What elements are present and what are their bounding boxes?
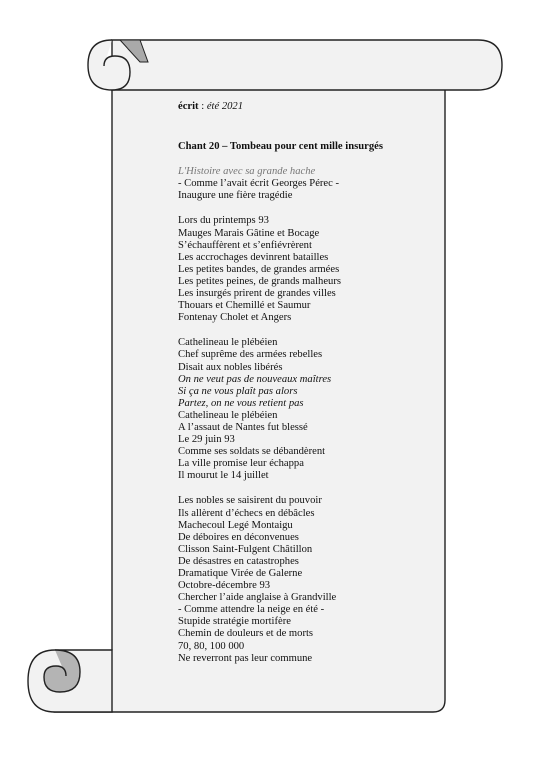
poem-line: Clisson Saint-Fulgent Châtillon [178, 543, 313, 555]
poem-line: Les insurgés prirent de grandes villes [178, 288, 336, 300]
stanza [178, 495, 428, 664]
poem-line: On ne veut pas de nouveaux maîtres [178, 373, 332, 385]
poem-line: Les petites bandes, de grandes armées [178, 263, 340, 275]
poem-line: Chemin de douleurs et de morts [178, 628, 314, 640]
poem-line: Cathelineau le plébéien [178, 337, 278, 349]
poem-line: Chercher l’aide anglaise à Grandville [178, 592, 337, 604]
written-label: écrit [178, 101, 199, 112]
poem-line: La ville promise leur échappa [178, 458, 304, 470]
written-date: été 2021 [206, 101, 244, 112]
poem-line: Thouars et Chemillé et Saumur [178, 300, 311, 312]
poem-line: Stupide stratégie mortifère [178, 616, 291, 628]
poem-line: Il mourut le 14 juillet [178, 470, 269, 482]
poem-line: S’échauffèrent et s’enfiévrèrent [178, 239, 312, 251]
poem-line: Partez, on ne vous retient pas [178, 397, 304, 409]
poem-line: Le 29 juin 93 [178, 434, 235, 446]
poem-line: Dramatique Virée de Galerne [178, 568, 303, 579]
poem-line: L'Histoire avec sa grande hache [178, 166, 316, 178]
poem-line: De déboires en déconvenues [178, 531, 299, 543]
poem-line: Si ça ne vous plaît pas alors [178, 385, 298, 397]
poem-title: Chant 20 – Tombeau pour cent mille insurgés [178, 141, 383, 153]
poem-line: Lors du printemps 93 [178, 215, 269, 227]
poem-line: Ils allèrent d’échecs en débâcles [178, 507, 315, 519]
poem-line: Machecoul Legé Montaigu [178, 519, 293, 531]
date-separator: : [198, 101, 207, 112]
poem-line: De désastres en catastrophes [178, 555, 299, 567]
poem-line: Inaugure une fière tragédie [178, 190, 293, 202]
scroll-top-roll [112, 40, 502, 90]
poem-line: A l’assaut de Nantes fut blessé [178, 421, 308, 433]
stanza [178, 215, 428, 324]
poem-line: Les nobles se saisirent du pouvoir [178, 495, 322, 507]
stanza [178, 337, 428, 482]
poem-line: Disait aux nobles libérés [178, 361, 283, 373]
poem-line: - Comme attendre la neige en été - [178, 604, 325, 616]
poem-line: Les accrochages devinrent batailles [178, 251, 329, 263]
date-line [178, 101, 428, 113]
poem-line: - Comme l’avait écrit Georges Pérec - [178, 178, 340, 190]
poem-line: Cathelineau le plébéien [178, 409, 278, 421]
poem-line: Comme ses soldats se débandèrent [178, 446, 326, 458]
poem-line: Octobre-décembre 93 [178, 580, 271, 592]
poem-stanzas [178, 166, 428, 665]
poem-line: 70, 80, 100 000 [178, 640, 245, 652]
poem-line: Fontenay Cholet et Angers [178, 312, 292, 324]
stanza [178, 166, 428, 202]
poem-line: Mauges Marais Gâtine et Bocage [178, 227, 320, 239]
poem-line: Les petites peines, de grands malheurs [178, 275, 341, 287]
poem-line: Chef suprême des armées rebelles [178, 349, 323, 361]
poem-content [178, 101, 428, 678]
poem-line: Ne reverront pas leur commune [178, 652, 313, 664]
